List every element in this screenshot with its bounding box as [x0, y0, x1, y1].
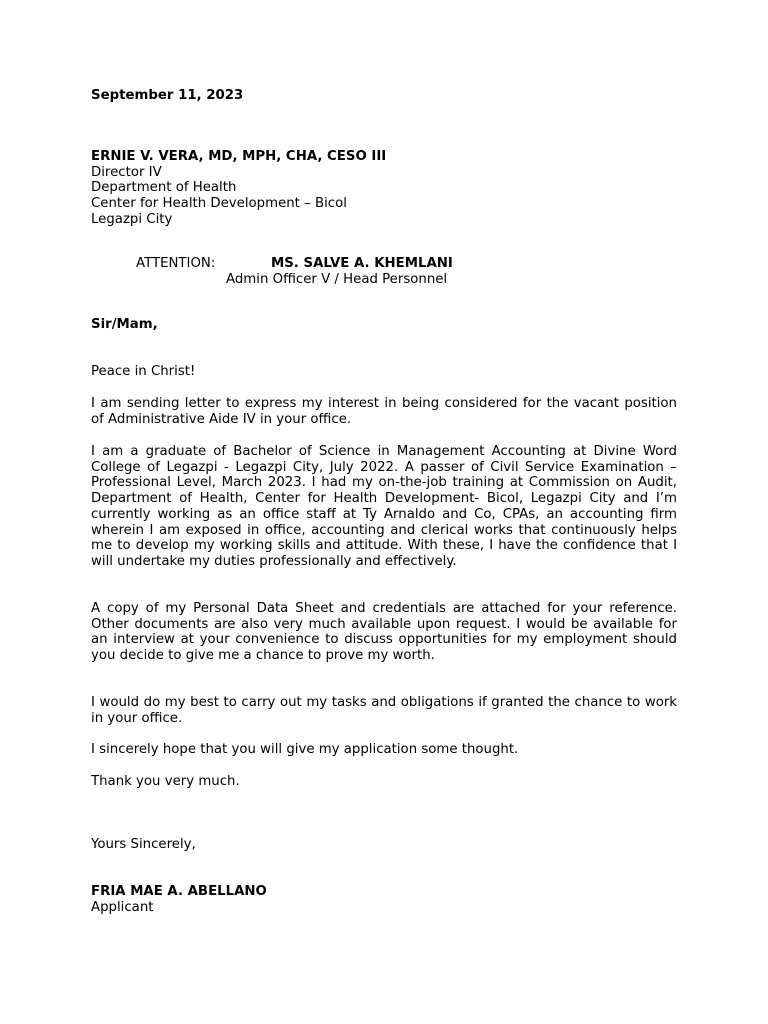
letter-date: September 11, 2023 — [91, 88, 244, 103]
signature-block — [91, 884, 677, 915]
greeting: Peace in Christ! — [91, 364, 196, 379]
body-paragraph-5: I sincerely hope that you will give my application some thought. — [91, 742, 519, 757]
body-paragraph-3: A copy of my Personal Data Sheet and credentials are attached for your reference. Other documents are also very much available upon request. I would be available for an interview at your convenience to discuss opportunities for my employment should you decide to give me a chance to prove my worth. — [91, 601, 677, 664]
recipient-name: ERNIE V. VERA, MD, MPH, CHA, CESO III — [91, 149, 387, 164]
attention-name: MS. SALVE A. KHEMLANI — [271, 256, 453, 271]
body-paragraph-6: Thank you very much. — [91, 774, 240, 789]
recipient-block — [91, 149, 677, 228]
recipient-department: Department of Health — [91, 180, 237, 196]
attention-label: ATTENTION: — [136, 256, 216, 271]
closing: Yours Sincerely, — [91, 837, 196, 852]
body-paragraph-4: I would do my best to carry out my tasks and obligations if granted the chance to work in your office. — [91, 695, 677, 726]
body-paragraph-2: I am a graduate of Bachelor of Science in Management Accounting at Divine Word College of Legazpi - Legazpi City, July 2022. A passer of Civil Service Examination – Professional Level, March 2023. I had my on-the-job training at Commission on Audit, Department of Health, Center for Health Development- Bicol, Legazpi City and I’m currently working as an office staff at Ty Arnaldo and Co, CPAs, an accounting firm wherein I am exposed in office, accounting and clerical works that continuously helps me to develop my working skills and attitude. With these, I have the confidence that I will undertake my duties professionally and effectively. — [91, 444, 677, 569]
signature-name: FRIA MAE A. ABELLANO — [91, 884, 267, 899]
attention-title: Admin Officer V / Head Personnel — [226, 272, 448, 287]
signature-role: Applicant — [91, 899, 154, 915]
recipient-office: Center for Health Development – Bicol — [91, 196, 347, 212]
recipient-position: Director IV — [91, 164, 162, 180]
body-paragraph-1: I am sending letter to express my interest in being considered for the vacant position of Administrative Aide IV in your office. — [91, 396, 677, 427]
attention-line — [0, 256, 768, 272]
salutation: Sir/Mam, — [91, 317, 158, 332]
recipient-city: Legazpi City — [91, 211, 173, 227]
